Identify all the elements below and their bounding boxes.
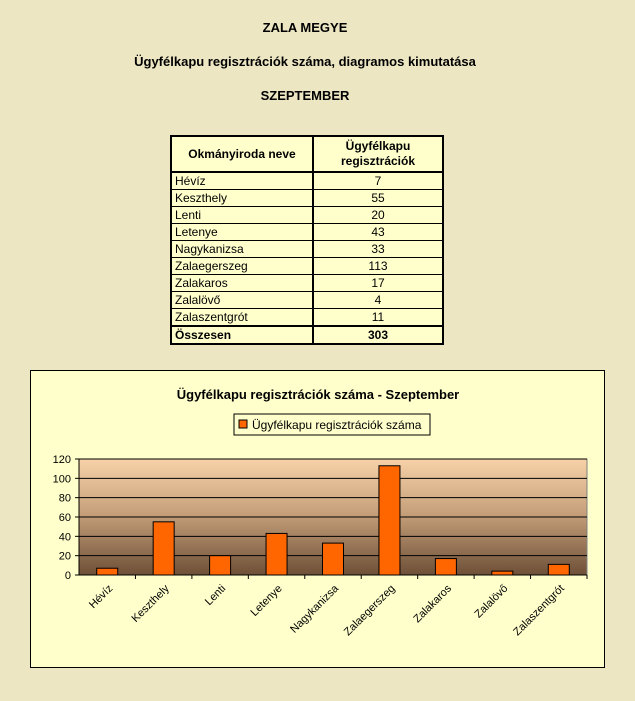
office-name: Nagykanizsa <box>171 241 313 258</box>
x-tick-label: Letenye <box>248 582 285 619</box>
table-row <box>171 275 443 292</box>
legend-swatch <box>239 420 247 428</box>
registration-count: 43 <box>313 224 443 241</box>
bar <box>548 564 569 575</box>
y-tick-label: 60 <box>58 512 71 524</box>
registration-count: 113 <box>313 258 443 275</box>
office-name: Zalaszentgrót <box>171 309 313 327</box>
x-tick-label: Zalaszentgrót <box>511 582 567 639</box>
registration-count: 33 <box>313 241 443 258</box>
office-name: Zalalövő <box>171 292 313 309</box>
office-name: Keszthely <box>171 190 313 207</box>
office-name: Letenye <box>171 224 313 241</box>
bar-chart <box>31 371 604 667</box>
x-tick-label: Zalaegerszeg <box>341 582 398 639</box>
chart-area <box>30 370 605 668</box>
table-row <box>171 241 443 258</box>
table-row <box>171 207 443 224</box>
office-name: Zalakaros <box>171 275 313 292</box>
bar <box>492 571 513 575</box>
x-tick-label: Hévíz <box>86 582 116 612</box>
bar <box>210 556 231 575</box>
table-row <box>171 258 443 275</box>
registration-count: 55 <box>313 190 443 207</box>
registrations-table <box>170 135 444 345</box>
table-row <box>171 224 443 241</box>
office-name: Lenti <box>171 207 313 224</box>
registration-count: 4 <box>313 292 443 309</box>
registrations-header-line2: regisztrációk <box>340 154 416 168</box>
office-name-header: Okmányiroda neve <box>171 136 313 172</box>
table-row <box>171 172 443 190</box>
registrations-header-line1: Ügyfélkapu <box>345 139 411 153</box>
table-row <box>171 292 443 309</box>
y-tick-label: 0 <box>64 570 71 582</box>
x-tick-label: Nagykanizsa <box>288 582 342 636</box>
registration-count: 17 <box>313 275 443 292</box>
y-tick-label: 120 <box>52 454 71 466</box>
registrations-header <box>313 136 443 172</box>
registration-count: 11 <box>313 309 443 327</box>
chart-title: Ügyfélkapu regisztrációk száma - Szeptember <box>176 387 460 402</box>
page-title: ZALA MEGYE <box>262 20 348 35</box>
page-subtitle: Ügyfélkapu regisztrációk száma, diagramos kimutatása <box>134 54 476 69</box>
bar <box>266 533 287 575</box>
x-tick-label: Lenti <box>202 582 229 608</box>
registration-count: 7 <box>313 172 443 190</box>
y-tick-label: 40 <box>58 531 71 544</box>
x-tick-label: Zalakaros <box>411 582 455 626</box>
bar <box>435 559 456 575</box>
month-label: SZEPTEMBER <box>260 88 350 103</box>
table-row <box>171 190 443 207</box>
office-name: Hévíz <box>171 172 313 190</box>
total-row <box>171 326 443 344</box>
total-value: 303 <box>313 326 443 344</box>
y-tick-label: 80 <box>58 492 71 505</box>
x-tick-label: Keszthely <box>129 582 172 625</box>
bar <box>153 522 174 575</box>
x-tick-label: Zalalövő <box>472 582 511 621</box>
table-row <box>171 309 443 327</box>
legend-label: Ügyfélkapu regisztrációk száma <box>252 418 422 432</box>
chart-legend <box>234 414 430 435</box>
total-label: Összesen <box>171 326 313 344</box>
registration-count: 20 <box>313 207 443 224</box>
bar <box>379 466 400 575</box>
y-tick-label: 100 <box>52 473 71 486</box>
bar <box>323 543 344 575</box>
bar <box>97 568 118 575</box>
table-header-row <box>171 136 443 172</box>
office-name: Zalaegerszeg <box>171 258 313 275</box>
y-tick-label: 20 <box>58 550 71 563</box>
